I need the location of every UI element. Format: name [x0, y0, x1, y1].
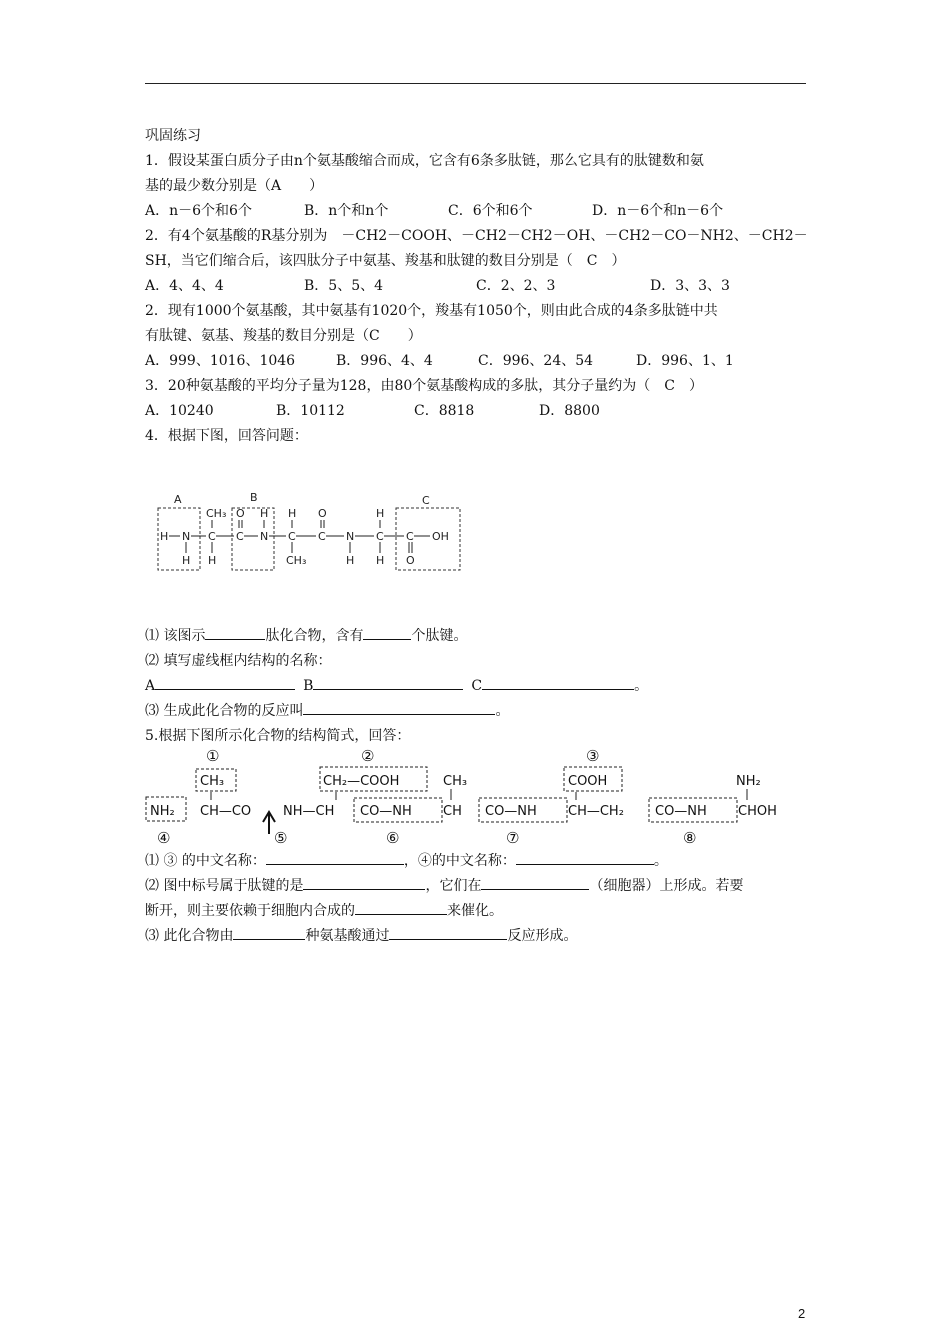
q4-blank-b[interactable]: [313, 677, 463, 690]
circle-1: ①: [206, 747, 220, 765]
q1-option-a: A．n－6个和6个: [145, 203, 252, 219]
circle-3: ③: [586, 747, 600, 765]
q4-line1: 4．根据下图，回答问题：: [145, 428, 308, 444]
q3-option-a: A．10240: [145, 403, 214, 419]
label-b: B: [250, 491, 258, 504]
q2a-line2: SH，当它们缩合后，该四肽分子中氨基、羧基和肽键的数目分别是（ C ）: [145, 253, 626, 269]
atom-ch3-1: CH₃: [206, 507, 227, 520]
circle-6: ⑥: [386, 829, 400, 847]
atom-h-top-1: H: [260, 507, 269, 520]
q5-sub2-line1: [145, 877, 743, 895]
label-a: A: [174, 493, 182, 506]
q1-option-c: C．6个和6个: [448, 203, 533, 219]
q1-line1: 1．假设某蛋白质分子由n个氨基酸缩合而成，它含有6条多肽链，那么它具有的肽键数和氨: [145, 153, 704, 169]
header-rule: [145, 83, 806, 84]
q5-sub1-end: 。: [653, 853, 668, 869]
peptide-structure-figure: [143, 744, 793, 848]
q1-option-d: D．n－6个和n－6个: [592, 203, 724, 219]
q5-sub3-text-c: 反应形成。: [507, 928, 578, 944]
group-ch2-cooh: CH₂—COOH: [323, 774, 400, 789]
page-number: 2: [798, 1306, 806, 1321]
q2b-line1: 2．现有1000个氨基酸，其中氨基有1020个，羧基有1050个，则由此合成的4条多肽链中共: [145, 303, 718, 319]
atom-n-2: N: [260, 530, 269, 543]
atom-h-bottom-3: H: [346, 554, 355, 567]
q5-sub3: [145, 927, 577, 945]
q4-sub1-text-c: 个肽键。: [411, 628, 468, 644]
atom-h-bottom-2: H: [208, 554, 217, 567]
q5-sub2-text-c: （细胞器）上形成。若要: [589, 878, 744, 894]
atom-c-2: C: [236, 530, 244, 543]
chain-co-nh-2: CO—NH: [485, 804, 537, 819]
q4-sub2-answers: [145, 677, 648, 695]
q5-blank-5[interactable]: [355, 902, 447, 915]
chain-ch-co: CH—CO: [200, 804, 252, 819]
group-cooh: COOH: [568, 774, 608, 789]
q4-period: 。: [634, 678, 649, 694]
q3-option-b: B．10112: [276, 403, 345, 419]
q3-line1: 3．20种氨基酸的平均分子量为128，由80个氨基酸构成的多肽，其分子量约为（ C ）: [145, 378, 703, 394]
q5-sub2-text-a: ⑵ 图中标号属于肽键的是: [145, 878, 304, 894]
q5-sub2-line2: [145, 902, 503, 920]
q4-blank-c[interactable]: [482, 677, 634, 690]
q2a-option-a: A．4、4、4: [145, 278, 224, 294]
chain-ch: CH: [443, 804, 462, 819]
q4-sub3-end: 。: [495, 703, 510, 719]
atom-oh: OH: [432, 530, 449, 543]
q4-sub1-text-b: 肽化合物，含有: [265, 628, 364, 644]
q1-option-b: B．n个和n个: [304, 203, 389, 219]
chain-co-nh-3: CO—NH: [655, 804, 707, 819]
atom-h-top-3: H: [376, 507, 385, 520]
q5-sub2-text-d: 断开，则主要依赖于细胞内合成的: [145, 903, 355, 919]
group-ch3-1: CH₃: [200, 774, 225, 789]
atom-h-bottom-1: H: [182, 554, 191, 567]
chain-choh: CHOH: [738, 804, 777, 819]
circle-2: ②: [361, 747, 375, 765]
atom-c-5: C: [376, 530, 384, 543]
atom-c-6: C: [406, 530, 414, 543]
q4-blank-1[interactable]: [205, 627, 265, 640]
circle-7: ⑦: [506, 829, 520, 847]
q5-sub1-text-b: ，④的中文名称：: [403, 853, 516, 869]
atom-c-1: C: [208, 530, 216, 543]
q2a-option-c: C．2、2、3: [476, 278, 556, 294]
q4-sub1: [145, 627, 467, 645]
q5-sub1-text-a: ⑴ ③ 的中文名称：: [145, 853, 266, 869]
chain-nh-ch: NH—CH: [283, 804, 335, 819]
q4-sub2: ⑵ 填写虚线框内结构的名称：: [145, 653, 332, 669]
q5-blank-3[interactable]: [303, 877, 425, 890]
chain-nh2: NH₂: [150, 804, 175, 819]
atom-n-1: N: [182, 530, 191, 543]
q5-sub2-text-b: ，它们在: [425, 878, 482, 894]
atom-o-3: O: [406, 554, 415, 567]
q4-label-c: C: [471, 678, 483, 694]
atom-h-top-2: H: [288, 507, 297, 520]
group-nh2: NH₂: [736, 774, 761, 789]
q5-blank-1[interactable]: [266, 852, 404, 865]
q5-blank-7[interactable]: [389, 927, 507, 940]
q2a-line1: 2．有4个氨基酸的R基分别为 －CH2－COOH、－CH2－CH2－OH、－CH2－CO－NH2、－CH2－: [145, 228, 808, 244]
q2b-option-d: D．996、1、1: [636, 353, 734, 369]
q5-blank-6[interactable]: [233, 927, 305, 940]
q2a-option-b: B．5、5、4: [304, 278, 384, 294]
atom-o-2: O: [318, 507, 327, 520]
q4-sub1-text-a: ⑴ 该图示: [145, 628, 206, 644]
atom-ch3-2: CH₃: [286, 554, 307, 567]
atom-h-bottom-4: H: [376, 554, 385, 567]
q2b-option-c: C．996、24、54: [478, 353, 594, 369]
atom-h-1: H: [160, 530, 169, 543]
label-c: C: [422, 494, 430, 507]
q5-blank-4[interactable]: [481, 877, 589, 890]
q5-line1: 5.根据下图所示化合物的结构简式，回答：: [145, 728, 411, 744]
circle-8: ⑧: [683, 829, 697, 847]
q2b-option-a: A．999、1016、1046: [145, 353, 296, 369]
circle-5: ⑤: [274, 829, 288, 847]
atom-o-1: O: [236, 507, 245, 520]
q3-option-d: D．8800: [539, 403, 600, 419]
q3-option-c: C．8818: [414, 403, 475, 419]
q4-sub3-text: ⑶ 生成此化合物的反应叫: [145, 703, 304, 719]
q4-sub3: [145, 702, 509, 720]
q5-sub2-text-e: 来催化。: [447, 903, 503, 919]
chain-co-nh-1: CO—NH: [360, 804, 412, 819]
q1-line2: 基的最少数分别是（A ）: [145, 178, 324, 194]
q2b-line2: 有肽键、氨基、羧基的数目分别是（C ）: [145, 328, 422, 344]
atom-c-3: C: [288, 530, 296, 543]
chain-ch-ch2: CH—CH₂: [568, 804, 624, 819]
q2a-option-d: D．3、3、3: [650, 278, 730, 294]
q5-sub3-text-b: 种氨基酸通过: [305, 928, 390, 944]
q2b-option-b: B．996、4、4: [336, 353, 433, 369]
q5-blank-2[interactable]: [516, 852, 654, 865]
q5-sub3-text-a: ⑶ 此化合物由: [145, 928, 234, 944]
q4-blank-a[interactable]: [155, 677, 295, 690]
group-ch3-2: CH₃: [443, 774, 468, 789]
atom-n-3: N: [346, 530, 355, 543]
circle-4: ④: [157, 829, 171, 847]
section-title: 巩固练习: [145, 128, 201, 144]
q4-blank-2[interactable]: [363, 627, 411, 640]
q4-label-a: A: [145, 678, 156, 694]
q4-blank-3[interactable]: [303, 702, 495, 715]
q5-sub1: [145, 852, 668, 870]
atom-c-4: C: [318, 530, 326, 543]
tripeptide-figure: [150, 490, 470, 580]
q4-label-b: B: [303, 678, 314, 694]
